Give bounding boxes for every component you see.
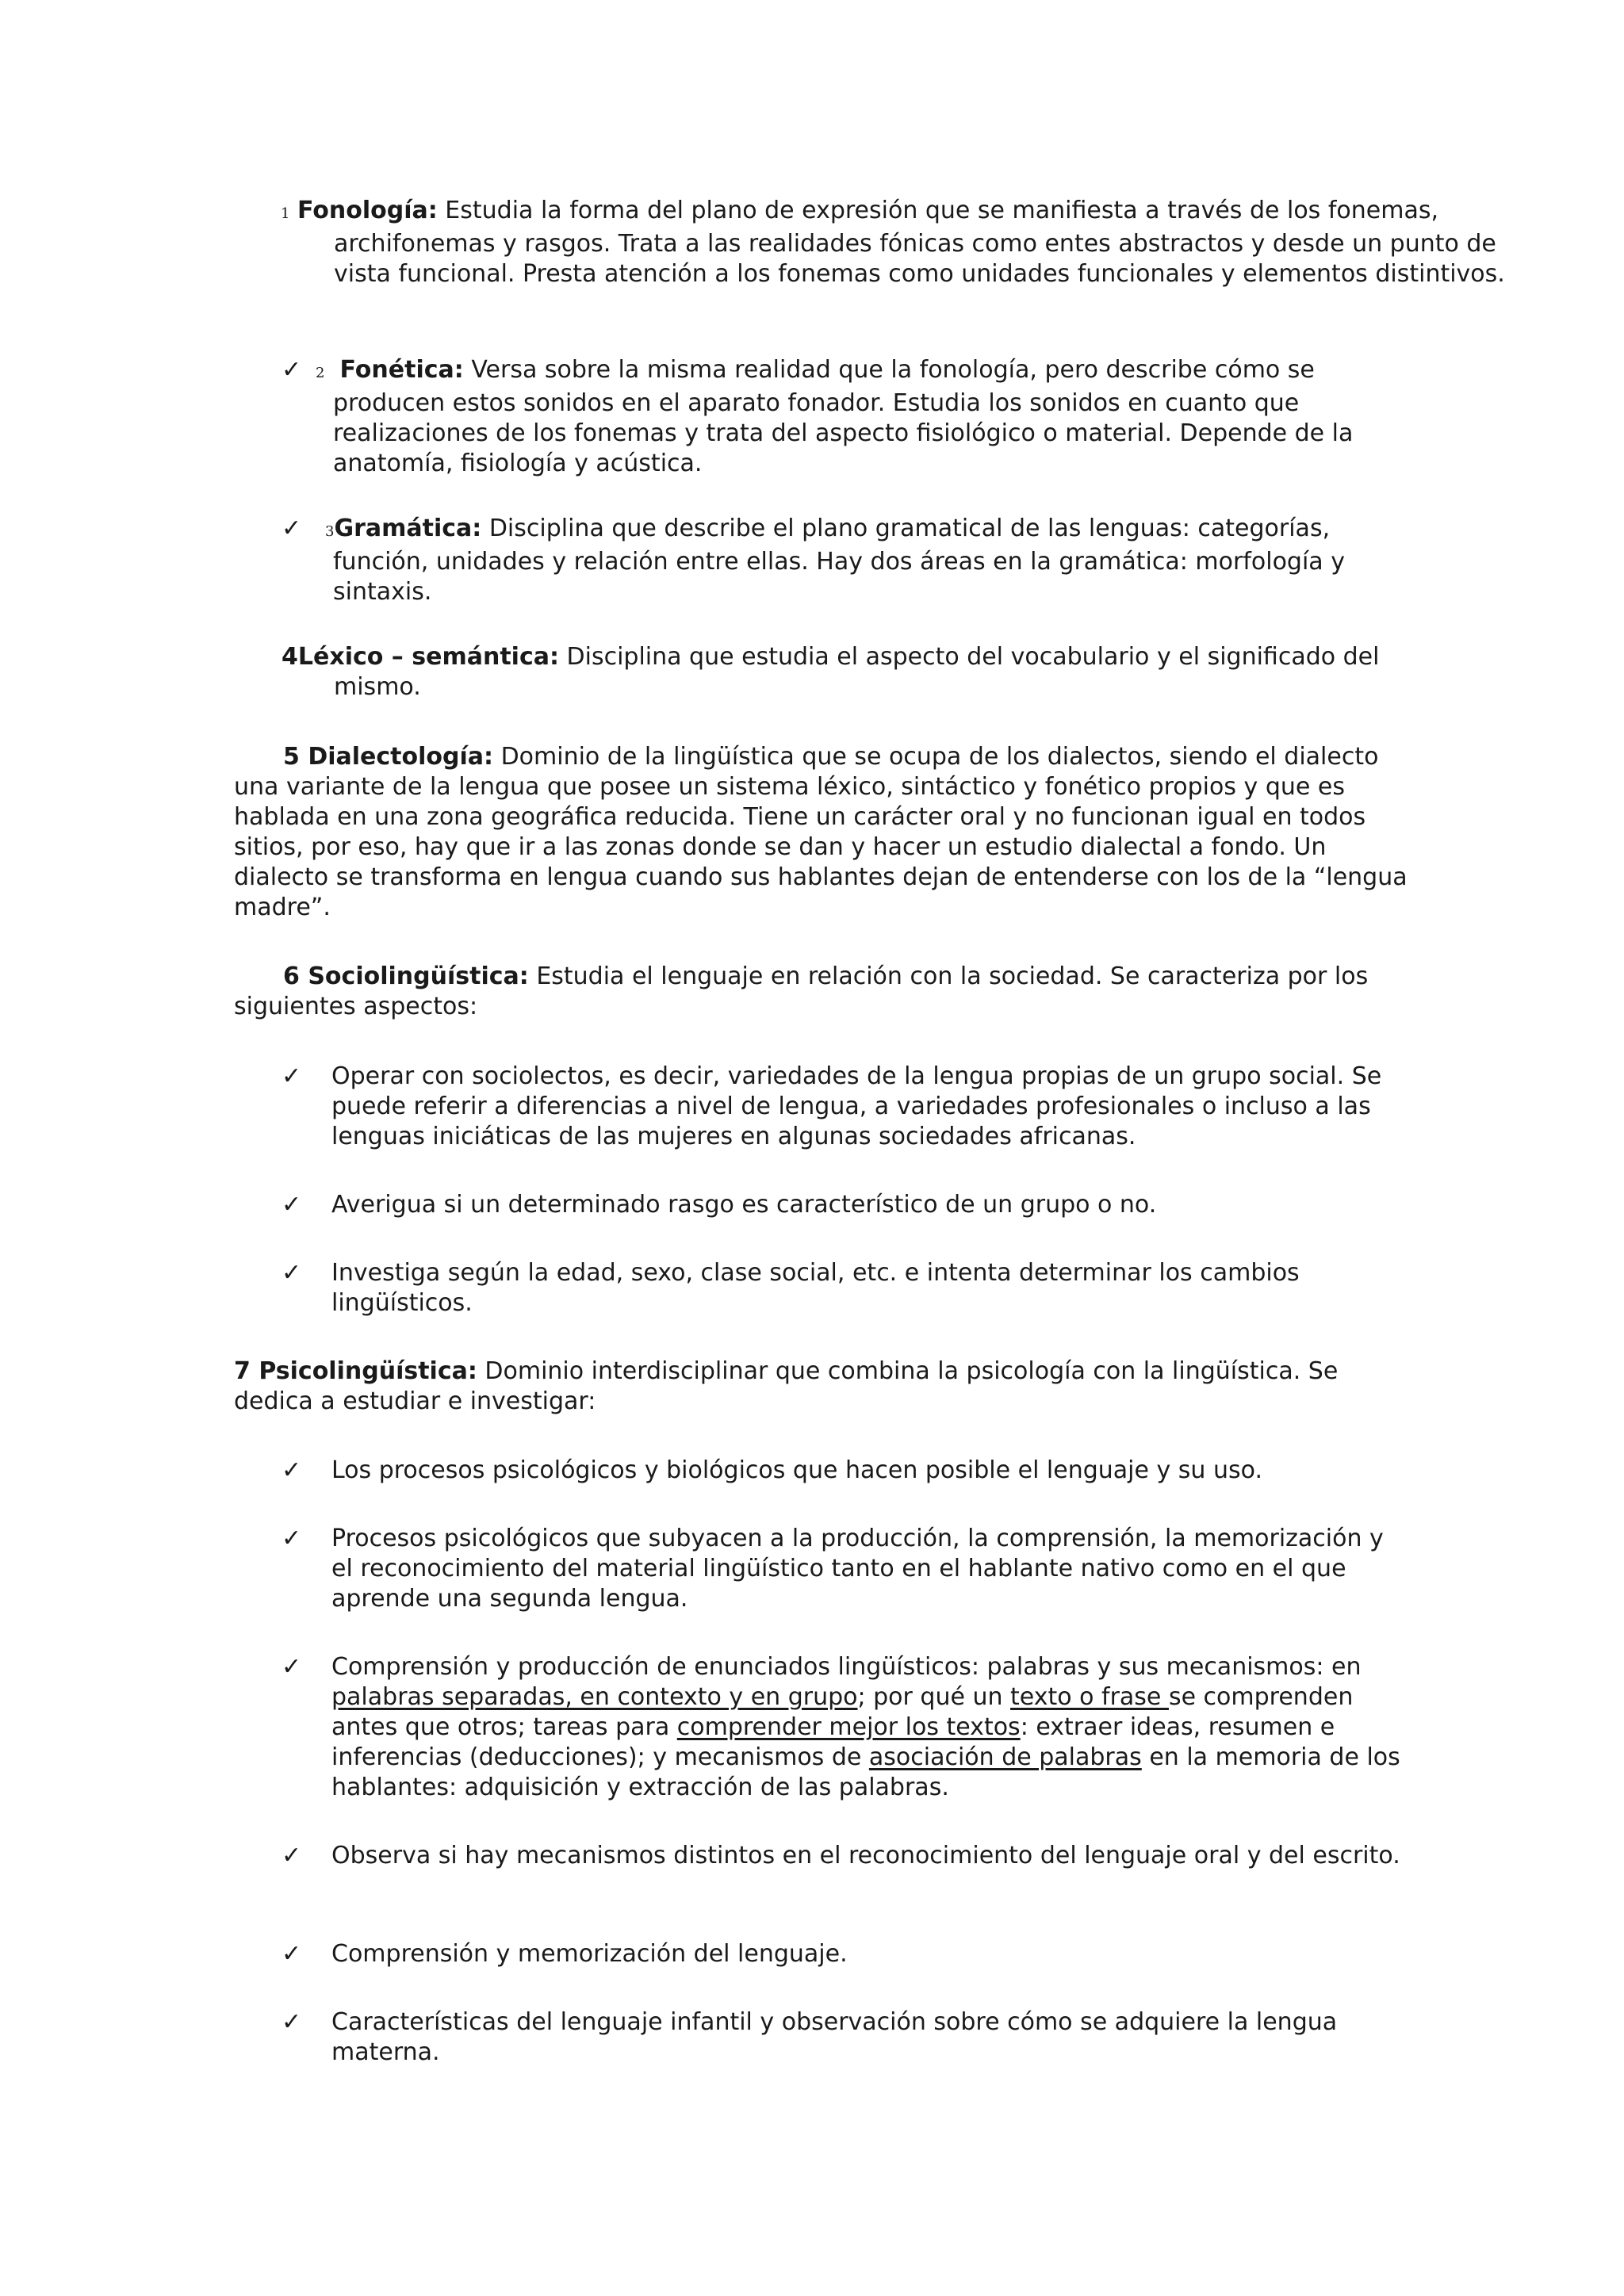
rich-text-1: Comprensión y producción de enunciados lingüísticos: palabras y sus mecanismos: en: [331, 1653, 1362, 1681]
check-icon: ✓: [282, 1191, 302, 1219]
fonologia-paragraph: [234, 196, 1507, 289]
lexico-text: Disciplina que estudia el aspecto del vocabulario y el significado del mismo.: [334, 643, 1380, 701]
check-icon: ✓: [282, 1525, 302, 1552]
sociolinguistica-paragraph: [234, 962, 1408, 1022]
sociolinguistica-term: 6 Sociolingüística:: [283, 962, 529, 990]
gramatica-number: 3: [325, 523, 335, 540]
fonologia-number: 1: [281, 205, 290, 222]
gramatica-paragraph: [325, 514, 1419, 607]
sociolinguistica-text: Estudia el lenguaje en relación con la sociedad. Se caracteriza por los siguientes aspectos:: [234, 962, 1369, 1020]
fonologia-text: Estudia la forma del plano de expresión que se manifiesta a través de los fonemas, archifonemas y rasgos. Trata a las realidades fónicas como entes abstractos y desde un punto de vista funcional. Presta atención a los fonemas como unidades funcionales y elementos distintivos.: [334, 197, 1505, 288]
check-icon: ✓: [282, 1062, 302, 1090]
rich-text-3: se comprenden antes que otros; tareas para: [331, 1683, 1354, 1741]
psicolinguistica-paragraph: [234, 1357, 1408, 1417]
fonetica-number: 2: [316, 365, 325, 381]
list-item: Los procesos psicológicos y biológicos que hacen posible el lenguaje y su uso.: [331, 1456, 1262, 1484]
fonetica-term: Fonética:: [339, 356, 464, 384]
list-item: Averigua si un determinado rasgo es característico de un grupo o no.: [331, 1191, 1157, 1219]
list-item: Características del lenguaje infantil y observación sobre cómo se adquiere la lengua materna.: [331, 2008, 1338, 2066]
check-icon: ✓: [282, 1653, 302, 1681]
underlined-phrase-3: comprender mejor los textos: [676, 1713, 1021, 1741]
list-item-rich: [331, 1652, 1410, 1803]
list-item: Observa si hay mecanismos distintos en el reconocimiento del lenguaje oral y del escrito.: [331, 1842, 1400, 1869]
rich-text-5: en la memoria de los hablantes: adquisición y extracción de las palabras.: [331, 1743, 1400, 1801]
gramatica-term: Gramática:: [334, 515, 482, 542]
check-icon: ✓: [282, 515, 302, 542]
lexico-paragraph: [282, 642, 1460, 702]
list-item: Investiga según la edad, sexo, clase social, etc. e intenta determinar los cambios lingüísticos.: [331, 1259, 1300, 1317]
underlined-phrase-1: palabras separadas, en contexto y en grupo: [331, 1683, 858, 1711]
psicolinguistica-text: Dominio interdisciplinar que combina la psicología con la lingüística. Se dedica a estudiar e investigar:: [234, 1357, 1339, 1415]
check-icon: ✓: [282, 1842, 302, 1869]
fonetica-paragraph: [316, 355, 1427, 479]
check-icon: ✓: [282, 2008, 302, 2036]
fonologia-term: Fonología:: [297, 197, 438, 224]
dialectologia-text: Dominio de la lingüística que se ocupa de los dialectos, siendo el dialecto una variante de la lengua que posee un sistema léxico, sintáctico y fonético propios y que es hablada en una zona geográfica reducida. Tiene un carácter oral y no funcionan igual en todos sitios, por eso, hay que ir a las zonas donde se dan y hacer un estudio dialectal a fondo. Un dialecto se transforma en lengua cuando sus hablantes dejan de entenderse con los de la “lengua madre”.: [234, 743, 1408, 921]
check-icon: ✓: [282, 356, 302, 384]
rich-text-4: : extraer ideas, resumen e inferencias (deducciones); y mecanismos de: [331, 1713, 1335, 1771]
lexico-term: 4Léxico – semántica:: [282, 643, 559, 671]
dialectologia-paragraph: [234, 742, 1408, 923]
rich-text-2: ; por qué un: [857, 1683, 1011, 1711]
underlined-phrase-2: texto o frase: [1010, 1683, 1169, 1711]
list-item: Procesos psicológicos que subyacen a la producción, la comprensión, la memorización y el reconocimiento del material lingüístico tanto en el hablante nativo como en el que aprende una segunda lengua.: [331, 1525, 1384, 1613]
list-item: Comprensión y memorización del lenguaje.: [331, 1940, 848, 1968]
gramatica-text: Disciplina que describe el plano gramatical de las lenguas: categorías, función, unidades y relación entre ellas. Hay dos áreas en la gramática: morfología y sintaxis.: [333, 515, 1345, 606]
list-item: Operar con sociolectos, es decir, variedades de la lengua propias de un grupo social. Se puede referir a diferencias a nivel de lengua, a variedades profesionales o incluso a las lenguas iniciáticas de las mujeres en algunas sociedades africanas.: [331, 1062, 1382, 1150]
check-icon: ✓: [282, 1456, 302, 1484]
psicolinguistica-term: 7 Psicolingüística:: [234, 1357, 477, 1385]
fonetica-text: Versa sobre la misma realidad que la fonología, pero describe cómo se producen estos sonidos en el aparato fonador. Estudia los sonidos en cuanto que realizaciones de los fonemas y trata del aspecto fisiológico o material. Depende de la anatomía, fisiología y acústica.: [333, 356, 1354, 477]
check-icon: ✓: [282, 1940, 302, 1968]
underlined-phrase-4: asociación de palabras: [868, 1743, 1142, 1771]
check-icon: ✓: [282, 1259, 302, 1287]
dialectologia-term: 5 Dialectología:: [283, 743, 494, 771]
